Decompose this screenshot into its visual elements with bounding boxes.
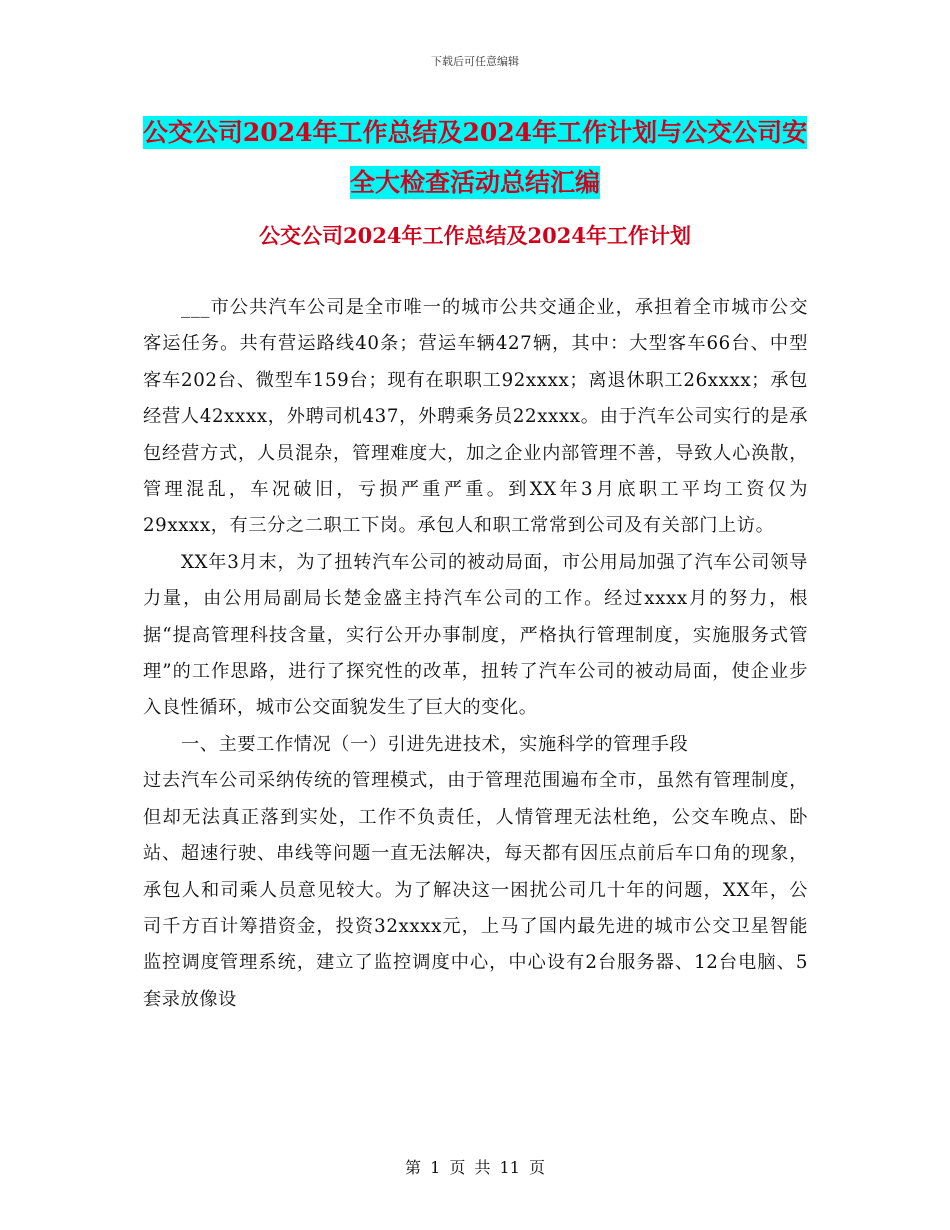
section-title: 公交公司2024年工作总结及2024年工作计划 — [259, 223, 691, 248]
paragraph-section-heading: 一、主要工作情况（一）引进先进技术，实施科学的管理手段 — [181, 733, 689, 755]
document-title-text: 公交公司2024年工作总结及2024年工作计划与公交公司安全大检查活动总结汇编 — [142, 118, 808, 197]
document-body — [143, 290, 808, 1018]
header-note: 下载后可任意编辑 — [431, 55, 519, 68]
paragraph-management: 过去汽车公司采纳传统的管理模式，由于管理范围遍布全市，虽然有管理制度，但却无法真正落到实处，工作不负责任，人情管理无法杜绝，公交车晚点、卧站、超速行驶、串线等问题一直无法解决，每天都有因压点前后车口角的现象，承包人和司乘人员意见较大。为了解决这一困扰公司几十年的问题，XX年，公司千方百计筹措资金，投资32xxxx元，上马了国内最先进的城市公交卫星智能监控调度管理系统，建立了监控调度中心，中心设有2台服务器、12台电脑、5套录放像设 — [143, 770, 808, 1010]
paragraph-intro: ___市公共汽车公司是全市唯一的城市公共交通企业，承担着全市城市公交客运任务。共有营运路线40条；营运车辆427辆，其中：大型客车66台、中型客车202台、微型车159台；现有在职职工92xxxx；离退休职工26xxxx；承包经营人42xxxx，外聘司机437，外聘乘务员22xxxx。由于汽车公司实行的是承包经营方式，人员混杂，管理难度大，加之企业内部管理不善，导致人心涣散，管理混乱，车况破旧，亏损严重严重。到XX年3月底职工平均工资仅为29xxxx，有三分之二职工下岗。承包人和职工常常到公司及有关部门上访。 — [143, 297, 808, 537]
document-title — [140, 108, 810, 208]
paragraph-leadership: XX年3月末，为了扭转汽车公司的被动局面，市公用局加强了汽车公司领导力量，由公用局副局长楚金盛主持汽车公司的工作。经过xxxx月的努力，根据“提高管理科技含量，实行公开办事制度，严格执行管理制度，实施服务式管理”的工作思路，进行了探究性的改革，扭转了汽车公司的被动局面，使企业步入良性循环，城市公交面貌发生了巨大的变化。 — [143, 551, 808, 719]
page-footer: 第 1 页 共 11 页 — [405, 1158, 545, 1177]
